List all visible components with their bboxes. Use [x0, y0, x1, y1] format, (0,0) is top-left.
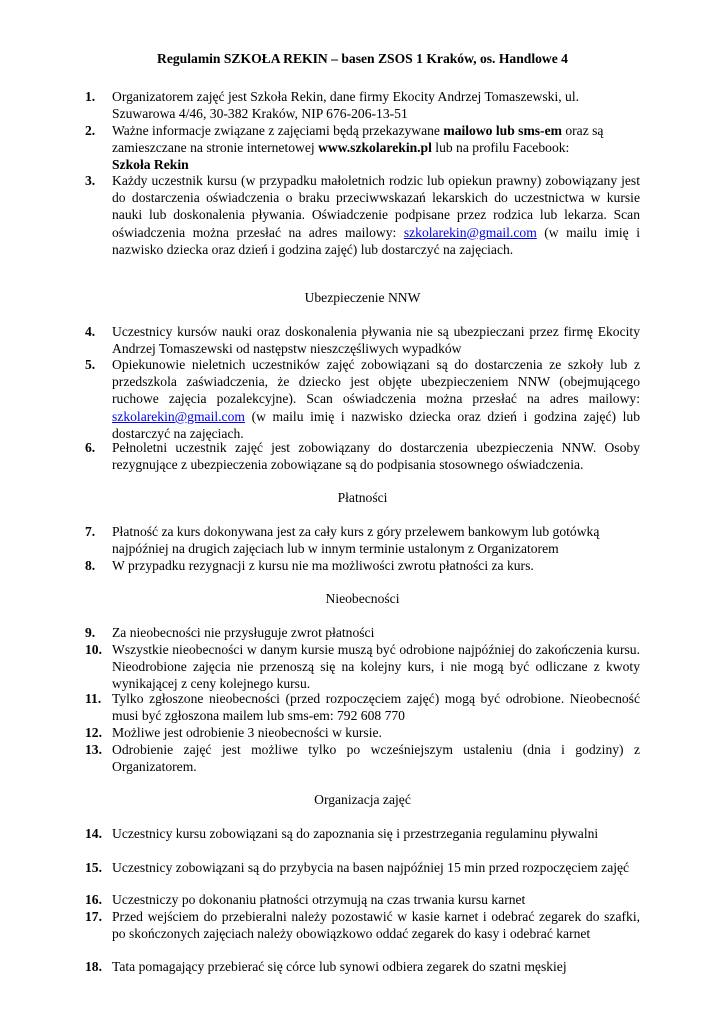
item-text: Przed wejściem do przebieralni należy pozostawić w kasie karnet i odebrać zegarek do szafki, po skończonych zajęciach należy obowiązkowo oddać zegarek do kasy i odebrać karnet	[112, 909, 640, 942]
item-number: 12.	[85, 725, 102, 740]
item-number: 3.	[85, 173, 96, 188]
list-item	[85, 523, 640, 557]
list-item	[85, 859, 640, 876]
email-link[interactable]: szkolarekin@gmail.com	[403, 224, 537, 240]
item-number: 15.	[85, 860, 102, 875]
email-link[interactable]: szkolarekin@gmail.com	[112, 408, 245, 424]
item-text: Uczestniczy po dokonaniu płatności otrzymują na czas trwania kursu karnet	[112, 892, 526, 907]
item-number: 7.	[85, 524, 96, 539]
item-text	[112, 356, 640, 442]
text-run: Każdy uczestnik kursu (w przypadku małoletnich rodzic lub opiekun prawny) zobowiązany jest do dostarczenia oświadczenia o braku przeciwwskazań lekarskich do uczestnictwa w kursie nauki lub doskonalenia pływania. Oświadczenie podpisane przez rodzica lub lekarza. Scan oświadczenia można przesłać na adres mailowy:	[112, 173, 640, 240]
item-text: W przypadku rezygnacji z kursu nie ma możliwości zwrotu płatności za kurs.	[112, 558, 534, 573]
item-number: 18.	[85, 959, 102, 974]
item-text: Uczestnicy zobowiązani są do przybycia na basen najpóźniej 15 min przed rozpoczęciem zajęć	[112, 860, 630, 875]
item-text: Odrobienie zajęć jest możliwe tylko po wcześniejszym ustaleniu (dnia i godziny) z Organizatorem.	[112, 742, 640, 775]
section-heading-insurance: Ubezpieczenie NNW	[304, 290, 421, 305]
item-number: 10.	[85, 642, 102, 657]
item-text: Wszystkie nieobecności w danym kursie muszą być odrobione najpóźniej do zakończenia kursu. Nieodrobione zajęcia nie przenoszą się na kolejny kurs, i nie mogą być odliczane z kwoty wynikającej z ceny kolejnego kursu.	[112, 642, 640, 692]
item-number: 4.	[85, 324, 96, 339]
item-text: Za nieobecności nie przysługuje zwrot płatności	[112, 625, 375, 640]
list-item	[85, 557, 640, 574]
item-number: 16.	[85, 892, 102, 907]
list-item	[85, 323, 640, 357]
list-item	[85, 908, 640, 942]
item-number: 2.	[85, 123, 96, 138]
facebook-profile-name[interactable]: Szkoła Rekin	[112, 157, 189, 173]
item-number: 11.	[85, 691, 102, 706]
text-run: Opiekunowie nieletnich uczestników zajęć zobowiązani są do dostarczenia ze szkoły lub z przedszkola zaświadczenia, że dziecko jest objęte ubezpieczeniem NNW (obejmującego ruchowe zajęcia pozalekcyjne). Scan oświadczenia można przesłać na adres mailowy:	[112, 357, 640, 407]
list-item	[85, 825, 640, 842]
item-number: 9.	[85, 625, 96, 640]
list-item	[85, 741, 640, 775]
item-text: Pełnoletni uczestnik zajęć jest zobowiązany do dostarczenia ubezpieczenia NNW. Osoby rezygnujące z ubezpieczenia zobowiązane są do podpisania stosownego oświadczenia.	[112, 440, 640, 473]
item-text: Płatność za kurs dokonywana jest za cały kurs z góry przelewem bankowym lub gotówką najpóźniej na drugich zajęciach lub w innym terminie ustalonym z Organizatorem	[112, 524, 600, 557]
item-text	[112, 122, 640, 174]
item-number: 13.	[85, 742, 102, 757]
list-item	[85, 690, 640, 724]
item-text: Tylko zgłoszone nieobecności (przed rozpoczęciem zajęć) mogą być odrobione. Nieobecność musi być zgłoszona mailem lub sms-em: 792 608 770	[112, 691, 640, 724]
item-text: Uczestnicy kursów nauki oraz doskonalenia pływania nie są ubezpieczani przez firmę Ekocity Andrzej Tomaszewski od następstw nieszczęśliwych wypadków	[112, 324, 640, 357]
item-number: 1.	[85, 89, 96, 104]
item-number: 8.	[85, 558, 96, 573]
document-title: Regulamin SZKOŁA REKIN – basen ZSOS 1 Kraków, os. Handlowe 4	[157, 51, 568, 66]
list-item	[85, 439, 640, 473]
item-number: 17.	[85, 909, 102, 924]
item-text: Tata pomagający przebierać się córce lub synowi odbiera zegarek do szatni męskiej	[112, 959, 567, 974]
section-heading-payments: Płatności	[337, 490, 388, 505]
emphasis-contact-method: mailowo lub sms-em	[443, 123, 562, 138]
list-item	[85, 88, 640, 122]
list-item	[85, 624, 640, 641]
item-text: Możliwe jest odrobienie 3 nieobecności w kursie.	[112, 725, 382, 740]
text-run: (w mailu imię i nazwisko dziecka oraz dzień i godzina zajęć) lub dostarczyć na zajęciach.	[112, 408, 640, 441]
item-number: 6.	[85, 440, 96, 455]
list-item	[85, 724, 640, 741]
item-number: 14.	[85, 826, 102, 841]
item-text: Organizatorem zajęć jest Szkoła Rekin, dane firmy Ekocity Andrzej Tomaszewski, ul. Szuwarowa 4/46, 30-382 Kraków, NIP 676-206-13-51	[112, 89, 580, 122]
list-item	[85, 356, 640, 442]
list-item	[85, 641, 640, 693]
website-link[interactable]: www.szkolarekin.pl	[318, 140, 432, 156]
list-item	[85, 891, 640, 908]
section-heading-organization: Organizacja zajęć	[314, 792, 411, 807]
text-run: Ważne informacje związane z zajęciami będą przekazywane	[112, 123, 444, 138]
section-heading-absences: Nieobecności	[325, 591, 400, 606]
item-number: 5.	[85, 357, 96, 372]
text-run: oraz są zamieszczane na stronie internetowej	[112, 123, 604, 156]
text-run: (w mailu imię i nazwisko dziecka oraz dzień i godzina zajęć) lub dostarczyć na zajęciach.	[112, 224, 640, 257]
item-text: Uczestnicy kursu zobowiązani są do zapoznania się i przestrzegania regulaminu pływalni	[112, 826, 599, 841]
list-item	[85, 172, 640, 258]
list-item	[85, 122, 640, 174]
list-item	[85, 958, 640, 975]
item-text	[112, 172, 640, 258]
text-run: lub na profilu Facebook:	[431, 140, 570, 156]
